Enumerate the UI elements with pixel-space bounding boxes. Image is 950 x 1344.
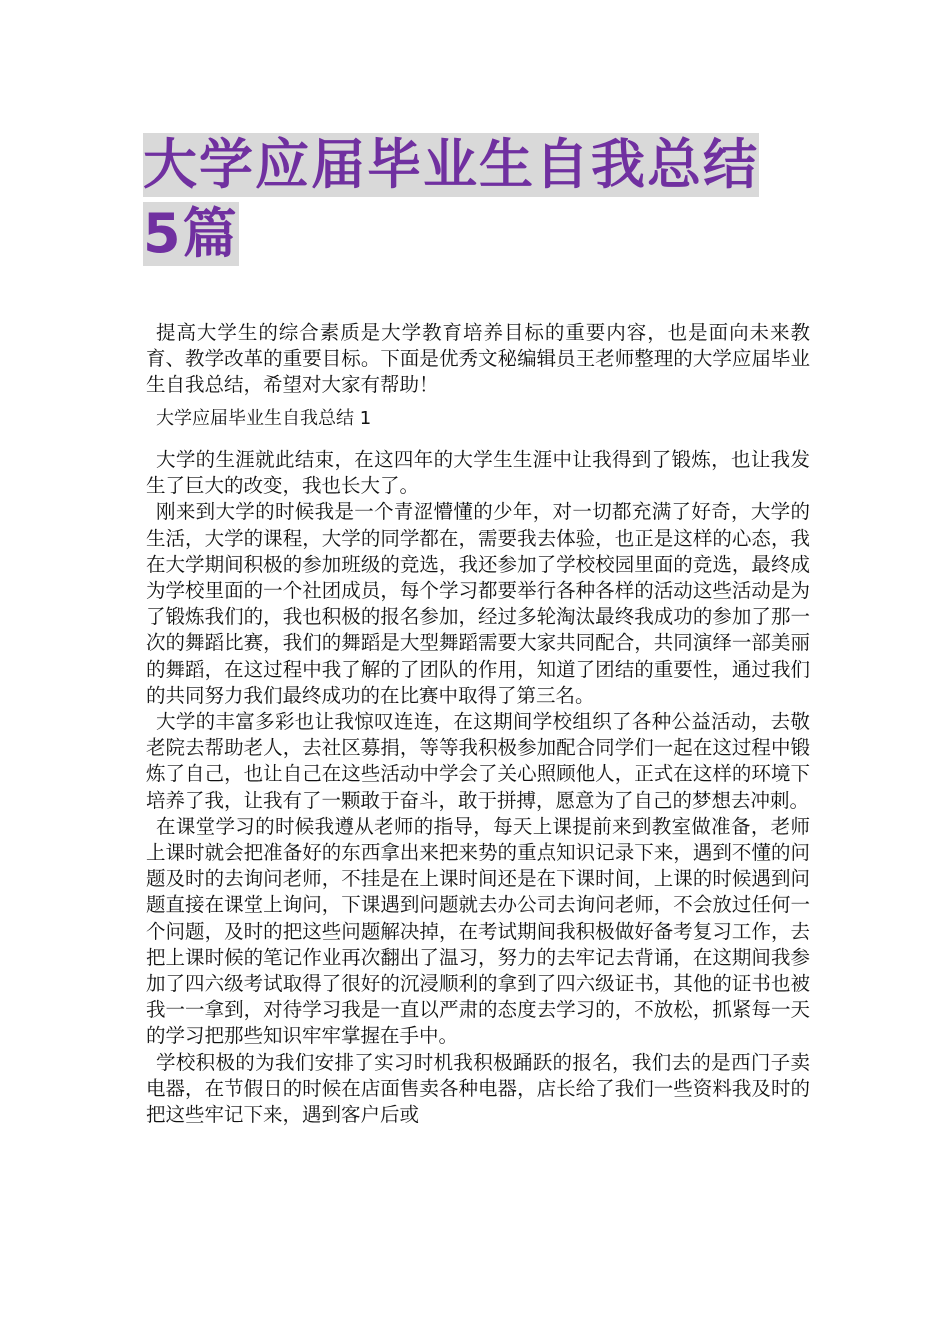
paragraph-5: 学校积极的为我们安排了实习时机我积极踊跃的报名，我们去的是西门子卖电器，在节假日的时候在店面售卖各种电器，店长给了我们一些资料我及时的把这些牢记下来，遇到客户后或	[146, 1050, 810, 1127]
intro-paragraph: 提高大学生的综合素质是大学教育培养目标的重要内容，也是面向未来教育、教学改革的重要目标。下面是优秀文秘编辑员王老师整理的大学应届毕业生自我总结，希望对大家有帮助！	[146, 321, 810, 397]
summary-body	[146, 447, 810, 1128]
section-heading: 大学应届毕业生自我总结 1	[156, 408, 372, 429]
title-line-1: 大学应届毕业生自我总结	[143, 133, 759, 196]
paragraph-3: 大学的丰富多彩也让我惊叹连连，在这期间学校组织了各种公益活动，去敬老院去帮助老人，去社区募捐，等等我积极参加配合同学们一起在这过程中锻炼了自己，也让自己在这些活动中学会了关心照顾他人，正式在这样的环境下培养了我，让我有了一颗敢于奋斗，敢于拼搏，愿意为了自己的梦想去冲刺。	[146, 710, 810, 812]
title-line-2: 5篇	[143, 202, 239, 265]
paragraph-2: 刚来到大学的时候我是一个青涩懵懂的少年，对一切都充满了好奇，大学的生活，大学的课程，大学的同学都在，需要我去体验，也正是这样的心态，我在大学期间积极的参加班级的竞选，我还参加了学校校园里面的竞选，最终成为学校里面的一个社团成员，每个学习都要举行各种各样的活动这些活动是为了锻炼我们的，我也积极的报名参加，经过多轮淘汰最终我成功的参加了那一次的舞蹈比赛，我们的舞蹈是大型舞蹈需要大家共同配合，共同演绎一部美丽的舞蹈，在这过程中我了解的了团队的作用，知道了团结的重要性，通过我们的共同努力我们最终成功的在比赛中取得了第三名。	[146, 500, 810, 707]
paragraph-1: 大学的生涯就此结束，在这四年的大学生生涯中让我得到了锻炼，也让我发生了巨大的改变，我也长大了。	[146, 448, 810, 498]
paragraph-4: 在课堂学习的时候我遵从老师的指导，每天上课提前来到教室做准备，老师上课时就会把准备好的东西拿出来把来势的重点知识记录下来，遇到不懂的问题及时的去询问老师，不挂是在上课时间还是在下课时间，上课的时候遇到问题直接在课堂上询问，下课遇到问题就去办公司去询问老师，不会放过任何一个问题，及时的把这些问题解决掉，在考试期间我积极做好备考复习工作，去把上课时候的笔记作业再次翻出了温习，努力的去牢记去背诵，在这期间我参加了四六级考试取得了很好的沉浸顺利的拿到了四六级证书，其他的证书也被我一一拿到，对待学习我是一直以严肃的态度去学习的，不放松，抓紧每一天的学习把那些知识牢牢掌握在手中。	[146, 814, 810, 1048]
intro-section	[146, 320, 810, 399]
